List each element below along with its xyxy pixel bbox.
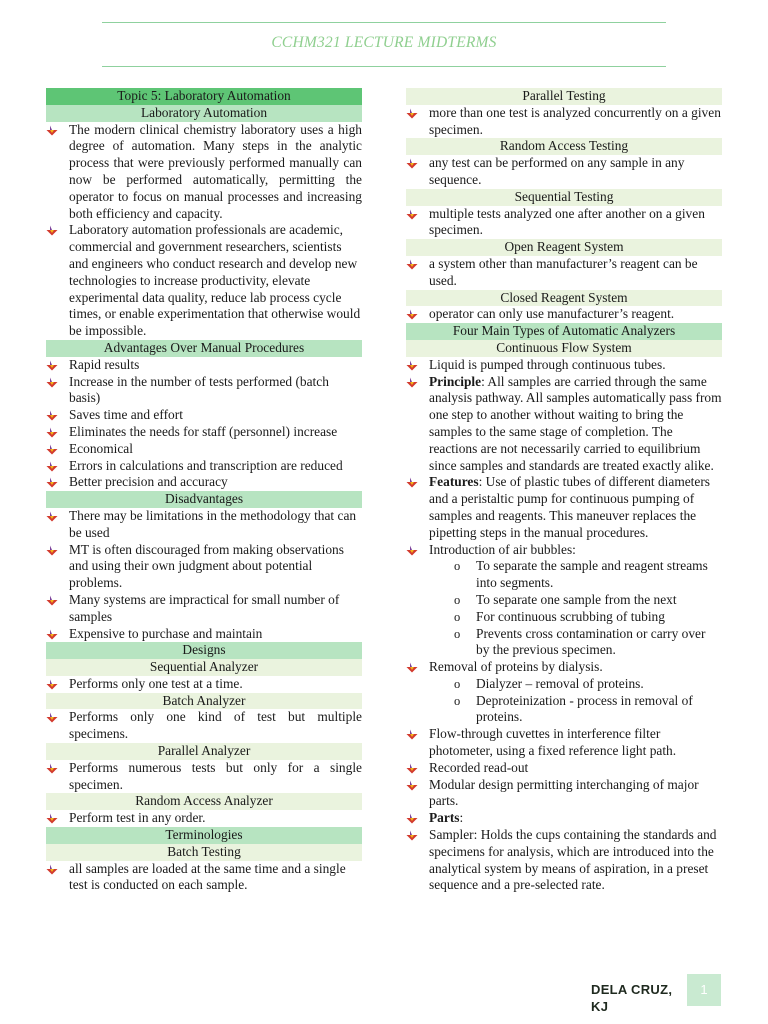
circle-bullet-icon: o [454, 592, 461, 607]
section-heading-designs: Designs [46, 642, 362, 659]
circle-bullet-icon: o [454, 693, 461, 708]
bullet-item [406, 827, 722, 894]
sub-bullet-text: To separate one sample from the next [476, 591, 677, 607]
arrow-bullet-icon [406, 360, 418, 371]
arrow-bullet-icon [46, 595, 58, 606]
bullet-text: Removal of proteins by dialysis. [429, 659, 603, 675]
section-heading-lab-automation: Laboratory Automation [46, 105, 362, 122]
bullet-text: Modular design permitting interchanging of major parts. [429, 776, 699, 809]
bullet-item [46, 676, 362, 693]
bullet-text: Expensive to purchase and maintain [69, 625, 263, 641]
bullet-body: : [459, 810, 464, 826]
page-header-title: CCHM321 LECTURE MIDTERMS [271, 34, 497, 51]
bold-label: Principle [429, 373, 482, 389]
arrow-bullet-icon [406, 780, 418, 791]
bullet-item [406, 760, 722, 777]
circle-bullet-icon: o [454, 609, 461, 624]
sub-bullet-text: Dialyzer – removal of proteins. [476, 675, 644, 691]
arrow-bullet-icon [46, 427, 58, 438]
arrow-bullet-icon [46, 511, 58, 522]
bullet-text: any test can be performed on any sample in any sequence. [429, 155, 685, 187]
bullet-text: Performs only one test at a time. [69, 675, 243, 691]
bullet-item [406, 542, 722, 559]
bullet-item [46, 374, 362, 408]
arrow-bullet-icon [406, 729, 418, 740]
bullet-item [46, 542, 362, 592]
arrow-bullet-icon [46, 813, 58, 824]
bullet-text: a system other than manufacturer’s reagent can be used. [429, 255, 698, 288]
bullet-item [46, 458, 362, 475]
arrow-bullet-icon [406, 830, 418, 841]
bullet-text: Introduction of air bubbles: [429, 541, 576, 557]
sub-bullet-item [406, 693, 722, 727]
bullet-item [406, 474, 722, 541]
subheading-batch-analyzer: Batch Analyzer [46, 693, 362, 710]
circle-bullet-icon: o [454, 559, 461, 574]
sub-bullet-text: For continuous scrubbing of tubing [476, 608, 665, 624]
arrow-bullet-icon [406, 158, 418, 169]
bullet-text: multiple tests analyzed one after another on a given specimen. [429, 205, 705, 238]
arrow-bullet-icon [46, 629, 58, 640]
bullet-text: Rapid results [69, 356, 140, 372]
arrow-bullet-icon [46, 545, 58, 556]
arrow-bullet-icon [46, 477, 58, 488]
section-heading-four-main-types: Four Main Types of Automatic Analyzers [406, 323, 722, 340]
arrow-bullet-icon [46, 410, 58, 421]
bullet-item [406, 306, 722, 323]
bullet-item [406, 659, 722, 676]
bullet-text: Increase in the number of tests performed (batch basis) [69, 373, 329, 406]
arrow-bullet-icon [46, 864, 58, 875]
arrow-bullet-icon [406, 108, 418, 119]
section-heading-terminologies: Terminologies [46, 827, 362, 844]
bullet-body: : Use of plastic tubes of different diameters and a peristaltic pump for continuous pumping of samples and reagents. This maneuver replaces the pipetting steps in the manual procedures. [429, 474, 711, 540]
bullet-text: The modern clinical chemistry laboratory uses a high degree of automation. Many steps in the analytic process that were previously performed manually can now be performed automatically, permitting the operator to focus on manual processes and increasing both efficiency and capacity. [69, 121, 362, 221]
arrow-bullet-icon [46, 225, 58, 236]
sub-bullet-item [406, 592, 722, 609]
bullet-item [46, 474, 362, 491]
topic-heading: Topic 5: Laboratory Automation [46, 88, 362, 105]
bullet-body: : All samples are carried through the same analysis pathway. All samples automatically pass from one step to another without waiting to bring the samples to the same stage of completion. The reactions are not necessarily carried to equilibrium since samples and standards are treated exactly alike. [429, 373, 722, 473]
arrow-bullet-icon [46, 444, 58, 455]
arrow-bullet-icon [406, 545, 418, 556]
bold-label: Features [429, 474, 479, 490]
arrow-bullet-icon [46, 377, 58, 388]
bullet-text: Eliminates the needs for staff (personnel) increase [69, 423, 338, 439]
bullet-item [406, 155, 722, 189]
subheading-random-access-analyzer: Random Access Analyzer [46, 793, 362, 810]
sub-bullet-item [406, 626, 722, 660]
bullet-text: Saves time and effort [69, 407, 183, 423]
bullet-item [46, 222, 362, 340]
bullet-item [46, 810, 362, 827]
header-rule-top [102, 22, 666, 23]
bullet-item [46, 508, 362, 542]
bullet-item [406, 206, 722, 240]
bullet-item [46, 861, 362, 895]
arrow-bullet-icon [406, 259, 418, 270]
arrow-bullet-icon [406, 763, 418, 774]
subheading-parallel-testing: Parallel Testing [406, 88, 722, 105]
bullet-text: MT is often discouraged from making observations and using their own judgment about potential problems. [69, 541, 344, 591]
bullet-item [46, 407, 362, 424]
section-heading-disadvantages: Disadvantages [46, 491, 362, 508]
bullet-text: Performs only one kind of test but multiple specimens. [69, 709, 362, 742]
arrow-bullet-icon [406, 209, 418, 220]
sub-bullet-text: To separate the sample and reagent streams into segments. [476, 558, 708, 591]
subheading-closed-reagent-system: Closed Reagent System [406, 290, 722, 307]
subheading-open-reagent-system: Open Reagent System [406, 239, 722, 256]
bullet-text [429, 374, 722, 475]
sub-bullet-text: Prevents cross contamination or carry over by the previous specimen. [476, 625, 706, 658]
sub-bullet-text: Deproteinization - process in removal of proteins. [476, 692, 693, 725]
sub-bullet-item [406, 558, 722, 592]
bullet-text: Better precision and accuracy [69, 474, 228, 490]
bullet-text: There may be limitations in the methodology that can be used [69, 507, 357, 540]
bullet-text: Sampler: Holds the cups containing the standards and specimens for analysis, which are introduced into the analytical system by means of aspiration, in a preset sequence and a pre-selected rate. [429, 827, 717, 893]
bullet-item [46, 592, 362, 626]
bullet-text: Performs numerous tests but only for a single specimen. [69, 759, 362, 792]
section-heading-advantages: Advantages Over Manual Procedures [46, 340, 362, 357]
footer-author: DELA CRUZ, KJ [591, 982, 673, 1014]
subheading-random-access-testing: Random Access Testing [406, 138, 722, 155]
bullet-text: Recorded read-out [429, 759, 529, 775]
bullet-text: Perform test in any order. [69, 810, 206, 826]
arrow-bullet-icon [46, 679, 58, 690]
bullet-text: Flow-through cuvettes in interference filter photometer, using a fixed reference light path. [429, 726, 677, 759]
right-column [406, 88, 722, 894]
header-rule-bottom [102, 66, 666, 67]
page-number-badge: 1 [687, 974, 721, 1006]
subheading-continuous-flow-system: Continuous Flow System [406, 340, 722, 357]
bullet-item [406, 374, 722, 475]
bullet-item [46, 626, 362, 643]
arrow-bullet-icon [46, 360, 58, 371]
bullet-item [46, 424, 362, 441]
bullet-item [406, 256, 722, 290]
arrow-bullet-icon [46, 125, 58, 136]
arrow-bullet-icon [46, 712, 58, 723]
bullet-text [429, 474, 722, 541]
sub-bullet-item [406, 609, 722, 626]
bold-label: Parts [429, 810, 460, 826]
bullet-item [406, 810, 722, 827]
circle-bullet-icon: o [454, 626, 461, 641]
bullet-text: all samples are loaded at the same time and a single test is conducted on each sample. [69, 860, 346, 893]
bullet-text: Liquid is pumped through continuous tubes. [429, 356, 666, 372]
bullet-text: Laboratory automation professionals are academic, commercial and government researchers, scientists and engineers who conduct research and develop new technologies to increase productivity, elevate experimental data quality, reduce lab process cycle times, or enable experimentation that otherwise would be impossible. [69, 222, 361, 339]
bullet-text: Economical [69, 440, 133, 456]
subheading-batch-testing: Batch Testing [46, 844, 362, 861]
bullet-item [406, 357, 722, 374]
arrow-bullet-icon [406, 813, 418, 824]
bullet-text: Many systems are impractical for small number of samples [69, 591, 340, 624]
arrow-bullet-icon [406, 309, 418, 320]
bullet-item [46, 357, 362, 374]
bullet-item [46, 122, 362, 223]
arrow-bullet-icon [406, 662, 418, 673]
subheading-sequential-testing: Sequential Testing [406, 189, 722, 206]
arrow-bullet-icon [46, 763, 58, 774]
left-column [46, 88, 362, 894]
bullet-text: more than one test is analyzed concurrently on a given specimen. [429, 104, 721, 137]
bullet-item [406, 777, 722, 811]
bullet-text: Errors in calculations and transcription are reduced [69, 457, 343, 473]
circle-bullet-icon: o [454, 676, 461, 691]
arrow-bullet-icon [406, 477, 418, 488]
arrow-bullet-icon [46, 461, 58, 472]
bullet-item [46, 441, 362, 458]
bullet-item [406, 105, 722, 139]
subheading-parallel-analyzer: Parallel Analyzer [46, 743, 362, 760]
bullet-item [46, 760, 362, 794]
arrow-bullet-icon [406, 377, 418, 388]
bullet-item [46, 709, 362, 743]
sub-bullet-item [406, 676, 722, 693]
bullet-text: operator can only use manufacturer’s reagent. [429, 306, 675, 322]
bullet-text [429, 810, 722, 827]
bullet-item [406, 726, 722, 760]
subheading-sequential-analyzer: Sequential Analyzer [46, 659, 362, 676]
